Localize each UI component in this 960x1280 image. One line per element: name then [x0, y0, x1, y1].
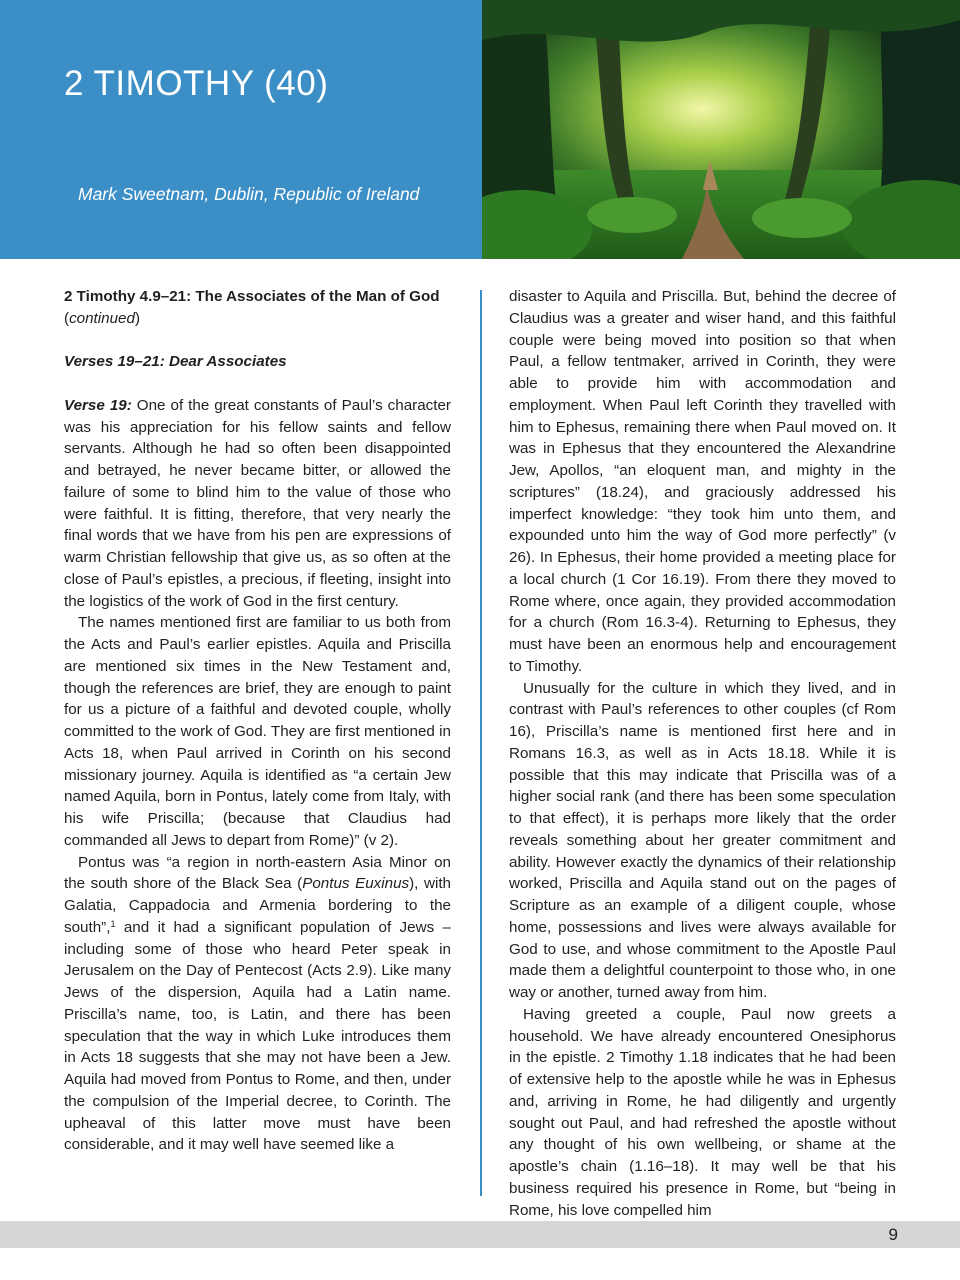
footnote-marker: 1 — [110, 918, 116, 929]
article-column-left — [64, 286, 451, 1156]
page-title: 2 TIMOTHY (40) — [64, 64, 329, 103]
paragraph: Pontus was “a region in north-eastern Asia Minor on the south shore of the Black Sea (Pontus Euxinus), with Galatia, Cappadocia and Armenia bordering to the south”,$^1$ and it had a significant population of Jews – including some of those who heard Peter speak in Jerusalem on the Day of Pentecost (Acts 2.9). Like many Jews of the dispersion, Aquila had a Latin name. Priscilla’s name, too, is Latin, and there has been speculation that the way in which Luke introduces them in Acts 18 suggests that she may not have been a Jew. Aquila had moved from Pontus to Rome, and then, under the compulsion of the Imperial decree, to Corinth. The upheaval of this latter move must have been considerable, and it may well have seemed like a — [64, 853, 451, 1154]
page-number: 9 — [888, 1225, 898, 1244]
paragraph: Verse 19: One of the great constants of Paul’s character was his appreciation for his fellow saints and fellow servants. Although he had so often been disappointed and betrayed, he never became bitter, or allowed the failure of some to blind him to the value of those who were faithful. It is fitting, therefore, that very nearly the final words that we have from his pen are expressions of warm Christian fellowship that give us, as so often at the close of Paul’s epistles, a precious, if fleeting, insight into the logistics of the work of God in the first century. — [64, 396, 451, 610]
section-heading-text: 2 Timothy 4.9–21: The Associates of the Man of God — [64, 288, 440, 305]
paragraph: The names mentioned first are familiar to us both from the Acts and Paul’s earlier epistles. Aquila and Priscilla are mentioned six times in the New Testament and, though the references are brief, they are enough to paint for us a picture of a faithful and devoted couple, wholly committed to the work of God. They are first mentioned in Acts 18, when Paul arrived in Corinth on his second missionary journey. Aquila is identified as “a certain Jew named Aquila, born in Pontus, lately come from Italy, with his wife Priscilla; (because that Claudius had commanded all Jews to depart from Rome)” (v 2). — [64, 614, 451, 849]
paragraph: disaster to Aquila and Priscilla. But, behind the decree of Claudius was a greater and wiser hand, and this faithful couple were being moved into position so that when Paul, a fellow tentmaker, arrived in Corinth, they were able to provide him with accommodation and employment. When Paul left Corinth they travelled with him to Ephesus, remaining there when Paul moved on. It was in Ephesus that they encountered the Alexandrine Jew, Apollos, “an eloquent man, and mighty in the scriptures” (18.24), and graciously addressed his imperfect knowledge: “they took him unto them, and expounded unto him the way of God more perfectly” (v 26). In Ephesus, their home provided a meeting place for a local church (1 Cor 16.19). From there they moved to Rome where, once again, they provided accommodation for a church (Rom 16.3-4). Returning to Ephesus, they must have been an enormous help and encouragement to Timothy. — [509, 288, 896, 675]
section-heading-note: continued — [69, 309, 135, 327]
article-column-right — [509, 286, 896, 1221]
header-band — [0, 0, 482, 259]
paragraph: Having greeted a couple, Paul now greets a household. We have already encountered Onesiphorus in the epistle. 2 Timothy 1.18 indicates that he had been of extensive help to the apostle while he was in Ephesus and, arriving in Rome, he had diligently and urgently sought out Paul, and had refreshed the apostle without any thought of his own wellbeing, or shame at the apostle’s chain (1.16–18). It may well be that his business required his presence in Rome, but “being in Rome, his love compelled him — [509, 1005, 896, 1219]
footer-bar — [0, 1221, 960, 1248]
subheading: Verses 19–21: Dear Associates — [64, 353, 287, 371]
column-divider — [480, 290, 482, 1196]
section-heading: 2 Timothy 4.9–21: The Associates of the Man of God (continued) — [64, 288, 440, 327]
verse-label: Verse 19: — [64, 396, 132, 414]
paragraph: Unusually for the culture in which they lived, and in contrast with Paul’s references to other couples (cf Rom 16), Priscilla’s name is mentioned first here and in Romans 16.3, as well as in Acts 18.18. While it is possible that this may indicate that Priscilla was of a higher social rank (and there has been some speculation to that effect), it is perhaps more likely that the order reveals something about her greater commitment and ability. However exactly the dynamics of their relationship worked, Priscilla and Aquila stand out on the pages of Scripture as an example of a diligent couple, whose home, possessions and lives were always available for God to use, and whose commitment to the Apostle Paul made them a delightful counterpoint to those who, in one way or another, turned away from him. — [509, 679, 896, 1001]
forest-path-image — [482, 0, 960, 259]
author-byline: Mark Sweetnam, Dublin, Republic of Ireland — [78, 184, 420, 204]
